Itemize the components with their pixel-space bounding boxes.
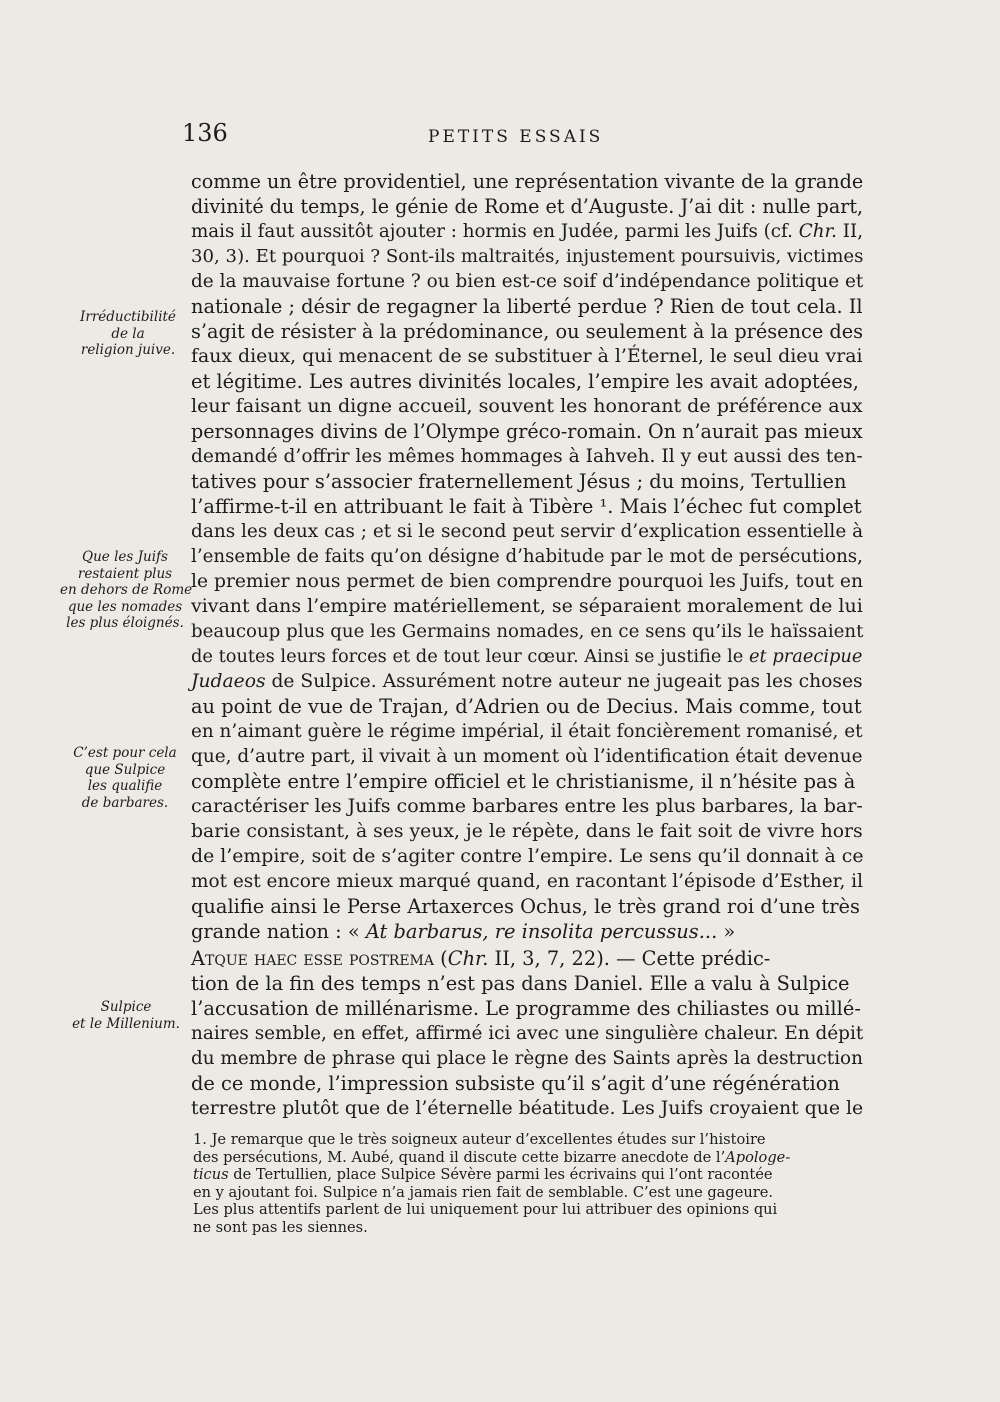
body-line: demandé d’offrir les mêmes hommages à Iahveh. Il y eut aussi des ten- [191,446,863,467]
body-line: Judaeos de Sulpice. Assurément notre auteur ne jugeait pas les choses [191,671,863,692]
margin-note [62,999,190,1032]
body-line: en n’aimant guère le régime impérial, il était foncièrement romanisé, et [191,721,863,742]
body-line: mot est encore mieux marqué quand, en racontant l’épisode d’Esther, il [191,871,863,892]
page-number: 136 [182,119,228,147]
margin-note [78,309,178,359]
body-line: du membre de phrase qui place le règne des Saints après la destruction [191,1048,863,1069]
body-line: 30, 3). Et pourquoi ? Sont-ils maltraités, injustement poursuivis, victimes [191,246,864,267]
footnote-line: ticus de Tertullien, place Sulpice Sévère parmi les écrivains qui l’ont racontée [193,1166,773,1183]
footnote-line: des persécutions, M. Aubé, quand il discute cette bizarre anecdote de l’Apologe- [193,1148,791,1166]
body-line: de l’empire, soit de s’agiter contre l’empire. Le sens qu’il donnait à ce [191,845,864,867]
margin-note-line: religion juive. [80,342,176,358]
body-line: nationale ; désir de regagner la liberté perdue ? Rien de tout cela. Il [191,295,863,318]
footnote-line: en y ajoutant foi. Sulpice n’a jamais rien fait de semblable. C’est une gageure. [193,1183,774,1201]
body-line: caractériser les Juifs comme barbares entre les plus barbares, la bar- [191,795,863,817]
body-line: l’affirme-t-il en attribuant le fait à Tibère ¹. Mais l’échec fut complet [191,495,862,518]
running-head: PETITS ESSAIS [428,127,604,147]
margin-note [70,745,180,811]
body-line: barie consistant, à ses yeux, je le répète, dans le fait soit de vivre hors [191,821,863,842]
body-line: dans les deux cas ; et si le second peut servir d’explication essentielle à [191,521,864,542]
body-line: Atque haec esse postrema (Chr. II, 3, 7, 22). — Cette prédic- [191,947,771,970]
italic-text: Chr. [447,947,489,970]
italic-text: Judaeos [191,671,266,692]
body-line: que, d’autre part, il vivait à un moment où l’identification était devenue [191,746,863,767]
body-line: complète entre l’empire officiel et le christianisme, il n’hésite pas à [191,770,856,793]
margin-note-line: de la [111,325,145,342]
margin-note [60,549,193,632]
body-line: de toutes leurs forces et de tout leur cœur. Ainsi se justifie le et praecipue [191,646,863,667]
margin-note-line: les plus éloignés. [66,615,184,631]
body-line: terrestre plutôt que de l’éternelle béatitude. Les Juifs croyaient que le [191,1098,864,1119]
body-line: de ce monde, l’impression subsiste qu’il s’agit d’une régénération [191,1072,840,1095]
body-line: l’accusation de millénarisme. Le programme des chiliastes ou millé- [191,997,861,1020]
body-line: l’ensemble de faits qu’on désigne d’habitude par le mot de persécutions, [191,546,863,567]
body-line: et légitime. Les autres divinités locales, l’empire les avait adoptées, [191,370,859,393]
body-line: naires semble, en effet, affirmé ici avec une singulière chaleur. En dépit [191,1023,864,1044]
body-line: leur faisant un digne accueil, souvent les honorant de préférence aux [191,395,863,417]
body-line: tatives pour s’associer fraternellement Jésus ; du moins, Tertullien [191,470,847,493]
margin-note-line: que Sulpice [84,761,166,778]
margin-note-line: C’est pour cela [73,745,177,761]
italic-text: At barbarus, re insolita percussus... [365,920,718,943]
body-line: grande nation : « At barbarus, re insolita percussus... » [191,920,736,943]
body-line: mais il faut aussitôt ajouter : hormis en Judée, parmi les Juifs (cf. Chr. II, [191,221,864,242]
footnote-line: 1. Je remarque que le très soigneux auteur d’excellentes études sur l’histoire [193,1131,766,1148]
italic-text: Chr. [798,221,837,242]
italic-text: et praecipue [748,646,863,667]
italic-text: Apologe- [725,1148,791,1166]
body-line: qualifie ainsi le Perse Artaxerces Ochus, le très grand roi d’une très [191,895,860,918]
footnote-line: Les plus attentifs parlent de lui uniquement pour lui attribuer des opinions qui [193,1201,778,1218]
body-line: beaucoup plus que les Germains nomades, en ce sens qu’ils le haïssaient [191,621,864,642]
body-line: vivant dans l’empire matériellement, se séparaient moralement de lui [191,595,863,617]
small-caps-text: Atque haec esse postrema [191,947,434,970]
body-line: de la mauvaise fortune ? ou bien est-ce soif d’indépendance politique et [191,271,864,292]
margin-note-line: les qualifie [87,778,163,794]
margin-note-line: Que les Juifs [82,549,168,565]
italic-text: ticus [193,1166,229,1183]
body-line: le premier nous permet de bien comprendre pourquoi les Juifs, tout en [191,571,864,592]
margin-note-line: restaient plus [77,565,173,582]
margin-note-line: Sulpice [100,999,152,1015]
body-line: faux dieux, qui menacent de se substituer à l’Éternel, le seul dieu vrai [191,345,863,367]
body-line: divinité du temps, le génie de Rome et d’Auguste. J’ai dit : nulle part, [191,195,864,218]
margin-note-line: et le Millenium. [72,1015,180,1032]
body-line: personnages divins de l’Olympe gréco-romain. On n’aurait pas mieux [191,420,863,443]
margin-note-line: de barbares. [81,794,169,811]
margin-note-line: que les nomades [67,598,183,615]
body-line: au point de vue de Trajan, d’Adrien ou de Decius. Mais comme, tout [191,695,862,718]
footnote-line: ne sont pas les siennes. [193,1218,368,1236]
margin-note-line: Irréductibilité [80,309,176,325]
body-line: comme un être providentiel, une représentation vivante de la grande [191,170,864,193]
margin-note-line: en dehors de Rome [60,582,193,598]
body-line: s’agit de résister à la prédominance, ou seulement à la présence des [191,320,864,343]
body-line: tion de la fin des temps n’est pas dans Daniel. Elle a valu à Sulpice [191,972,850,995]
